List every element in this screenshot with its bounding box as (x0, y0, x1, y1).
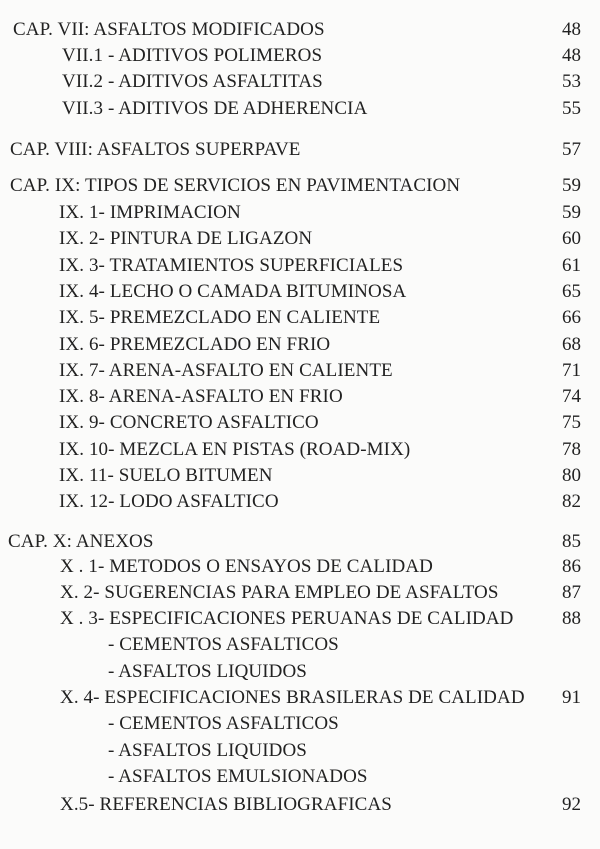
toc-entry-text: IX. 7- ARENA-ASFALTO EN CALIENTE (59, 360, 393, 381)
toc-section-9-4 (0, 279, 600, 305)
toc-section-10-4 (0, 685, 600, 711)
toc-subitem (0, 659, 600, 685)
toc-entry-text: VII.2 - ADITIVOS ASFALTITAS (62, 71, 323, 92)
toc-entry-text: X.5- REFERENCIAS BIBLIOGRAFICAS (60, 794, 392, 815)
toc-entry-text: IX. 8- ARENA-ASFALTO EN FRIO (59, 386, 343, 407)
toc-page-number: 48 (562, 45, 581, 66)
toc-page-number: 87 (562, 582, 581, 603)
toc-entry-text: IX. 12- LODO ASFALTICO (59, 491, 279, 512)
toc-page-number: 75 (562, 412, 581, 433)
toc-subitem (0, 632, 600, 658)
toc-entry-text: IX. 5- PREMEZCLADO EN CALIENTE (59, 307, 381, 328)
toc-entry-text: VII.3 - ADITIVOS DE ADHERENCIA (62, 98, 368, 119)
toc-entry-text: IX. 1- IMPRIMACION (59, 202, 241, 223)
toc-section-9-1 (0, 200, 600, 226)
toc-section-9-9 (0, 410, 600, 436)
toc-section-9-11 (0, 463, 600, 489)
toc-entry-text: IX. 9- CONCRETO ASFALTICO (59, 412, 319, 433)
toc-page-number: 61 (562, 255, 581, 276)
toc-page-number: 65 (562, 281, 581, 302)
toc-entry-text: X. 4- ESPECIFICACIONES BRASILERAS DE CALIDAD (60, 687, 525, 708)
toc-subitem (0, 711, 600, 737)
toc-section-9-6 (0, 332, 600, 358)
toc-entry-text: CAP. VII: ASFALTOS MODIFICADOS (13, 19, 325, 40)
toc-subitem (0, 738, 600, 764)
toc-section-9-7 (0, 358, 600, 384)
toc-section-9-8 (0, 384, 600, 410)
toc-page-number: 55 (562, 98, 581, 119)
toc-entry-text: IX. 10- MEZCLA EN PISTAS (ROAD-MIX) (59, 439, 411, 460)
toc-page-number: 80 (562, 465, 581, 486)
toc-page-number: 71 (562, 360, 581, 381)
toc-page-number: 78 (562, 439, 581, 460)
toc-chapter-10 (0, 529, 600, 555)
toc-entry-text: IX. 4- LECHO O CAMADA BITUMINOSA (59, 281, 407, 302)
toc-page-number: 92 (562, 794, 581, 815)
toc-section-10-1 (0, 554, 600, 580)
toc-entry-text: - ASFALTOS EMULSIONADOS (108, 766, 368, 787)
toc-subitem (0, 764, 600, 790)
toc-entry-text: IX. 3- TRATAMIENTOS SUPERFICIALES (59, 255, 404, 276)
toc-page-number: 66 (562, 307, 581, 328)
toc-chapter-7 (0, 17, 600, 43)
toc-page-number: 60 (562, 228, 581, 249)
toc-page-number: 82 (562, 491, 581, 512)
toc-page-number: 91 (562, 687, 581, 708)
toc-entry-text: - ASFALTOS LIQUIDOS (108, 740, 307, 761)
toc-chapter-8 (0, 137, 600, 163)
toc-section-9-12 (0, 489, 600, 515)
toc-entry-text: - CEMENTOS ASFALTICOS (108, 713, 339, 734)
toc-section-7-2 (0, 69, 600, 95)
toc-entry-text: - ASFALTOS LIQUIDOS (108, 661, 307, 682)
toc-page-number: 57 (562, 139, 581, 160)
toc-entry-text: CAP. VIII: ASFALTOS SUPERPAVE (10, 139, 301, 160)
toc-page-number: 86 (562, 556, 581, 577)
toc-entry-text: - CEMENTOS ASFALTICOS (108, 634, 339, 655)
toc-page-number: 74 (562, 386, 581, 407)
toc-section-9-5 (0, 305, 600, 331)
toc-page-number: 48 (562, 19, 581, 40)
toc-section-10-3 (0, 606, 600, 632)
toc-entry-text: IX. 11- SUELO BITUMEN (59, 465, 273, 486)
toc-chapter-9 (0, 173, 600, 199)
toc-section-10-2 (0, 580, 600, 606)
toc-section-7-1 (0, 43, 600, 69)
toc-page-number: 59 (562, 175, 581, 196)
toc-page-number: 53 (562, 71, 581, 92)
toc-page-number: 85 (562, 531, 581, 552)
toc-page-number: 59 (562, 202, 581, 223)
toc-section-9-2 (0, 226, 600, 252)
toc-entry-text: CAP. X: ANEXOS (8, 531, 154, 552)
toc-section-7-3 (0, 96, 600, 122)
toc-entry-text: IX. 2- PINTURA DE LIGAZON (59, 228, 313, 249)
toc-section-9-10 (0, 437, 600, 463)
toc-section-9-3 (0, 253, 600, 279)
toc-entry-text: X . 3- ESPECIFICACIONES PERUANAS DE CALIDAD (60, 608, 514, 629)
toc-entry-text: CAP. IX: TIPOS DE SERVICIOS EN PAVIMENTACION (10, 175, 461, 196)
toc-page-number: 68 (562, 334, 581, 355)
toc-entry-text: VII.1 - ADITIVOS POLIMEROS (62, 45, 323, 66)
toc-page-number: 88 (562, 608, 581, 629)
toc-entry-text: X . 1- METODOS O ENSAYOS DE CALIDAD (60, 556, 433, 577)
toc-entry-text: X. 2- SUGERENCIAS PARA EMPLEO DE ASFALTOS (60, 582, 499, 603)
toc-entry-text: IX. 6- PREMEZCLADO EN FRIO (59, 334, 331, 355)
toc-section-10-5 (0, 792, 600, 818)
